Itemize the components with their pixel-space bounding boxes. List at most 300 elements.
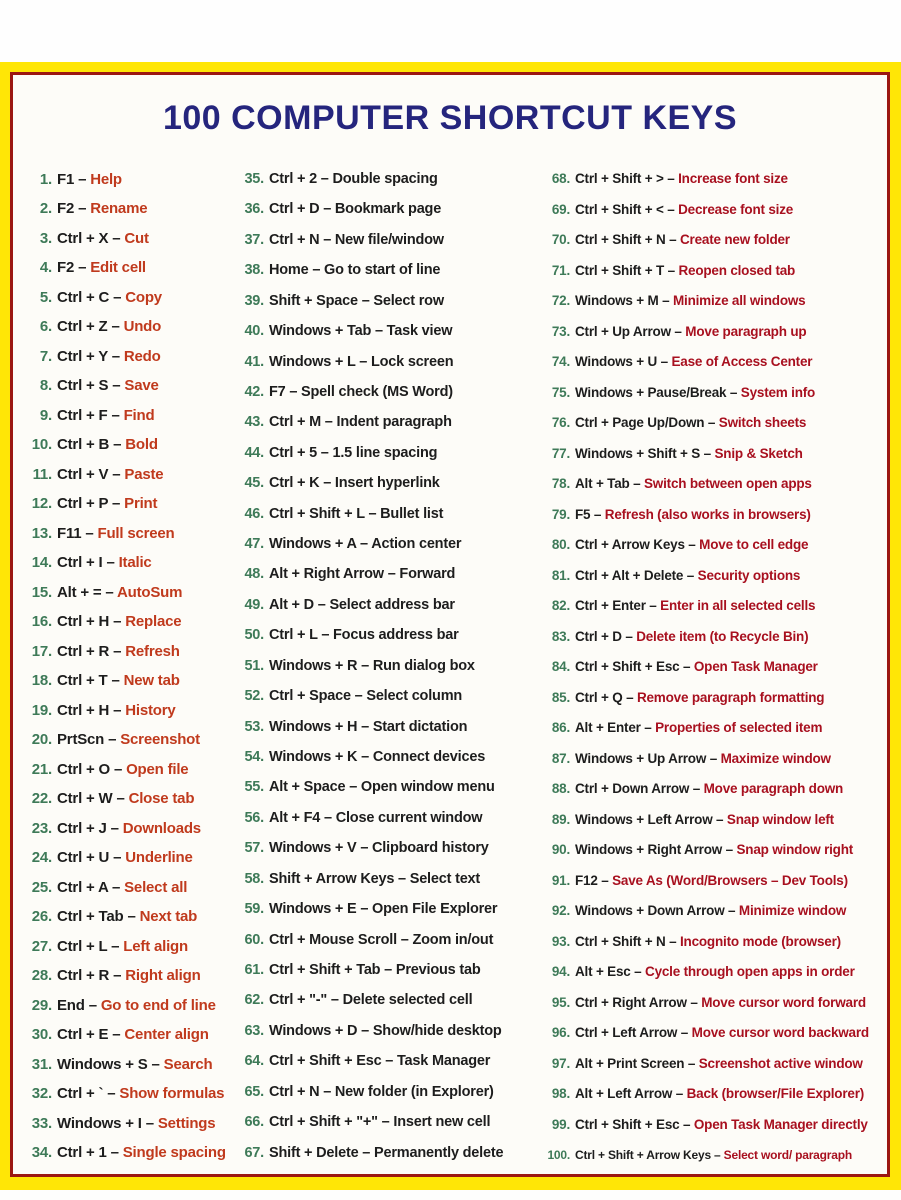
- item-number: 92.: [551, 903, 570, 919]
- item-description: Show/hide desktop: [372, 1022, 502, 1039]
- shortcut-item: [240, 779, 542, 796]
- item-keys: Shift + Space –: [269, 292, 374, 309]
- shortcut-item: [28, 584, 240, 602]
- shortcut-item: [542, 659, 881, 675]
- item-description: Action center: [371, 536, 462, 553]
- item-number: 10.: [31, 436, 52, 454]
- item-keys: Ctrl + B –: [57, 436, 126, 454]
- item-number: 73.: [551, 323, 570, 339]
- shortcut-item: [240, 1053, 542, 1070]
- item-number: 26.: [31, 908, 52, 926]
- item-description: Settings: [157, 1114, 216, 1132]
- shortcut-item: [542, 507, 881, 523]
- item-keys: Windows + L –: [269, 353, 371, 370]
- item-number: 45.: [244, 475, 264, 492]
- shortcut-item: [542, 903, 881, 919]
- item-keys: Ctrl + Shift + < –: [575, 201, 679, 217]
- item-keys: Shift + Delete –: [269, 1144, 374, 1161]
- item-number: 53.: [244, 718, 264, 735]
- item-description: Full screen: [97, 524, 175, 542]
- item-number: 36.: [244, 201, 264, 218]
- item-number: 7.: [39, 347, 52, 365]
- item-description: Copy: [125, 288, 162, 306]
- shortcut-item: [542, 1025, 881, 1041]
- item-description: Reopen closed tab: [678, 262, 796, 278]
- item-description: Paste: [124, 465, 164, 483]
- item-keys: Ctrl + Arrow Keys –: [575, 537, 700, 553]
- item-keys: Ctrl + K –: [269, 475, 335, 492]
- shortcut-item: [28, 554, 240, 572]
- item-keys: Windows + Pause/Break –: [575, 384, 741, 400]
- item-keys: Ctrl + 1 –: [57, 1143, 123, 1161]
- item-keys: Ctrl + S –: [57, 377, 125, 395]
- item-description: Maximize window: [720, 750, 831, 766]
- item-number: 44.: [244, 444, 264, 461]
- item-description: Clipboard history: [372, 840, 489, 857]
- shortcut-item: [240, 201, 542, 218]
- item-number: 80.: [551, 537, 570, 553]
- shortcut-item: [28, 938, 240, 956]
- item-keys: Ctrl + Shift + "+" –: [269, 1114, 394, 1131]
- item-number: 54.: [244, 749, 264, 766]
- item-description: Next tab: [139, 908, 198, 926]
- shortcut-item: [240, 1114, 542, 1131]
- item-number: 65.: [244, 1083, 264, 1100]
- shortcut-item: [542, 690, 881, 706]
- shortcut-item: [28, 849, 240, 867]
- shortcut-item: [542, 1056, 881, 1072]
- shortcut-item: [28, 643, 240, 661]
- item-description: Decrease font size: [678, 201, 794, 217]
- item-number: 74.: [551, 354, 570, 370]
- item-description: Select text: [409, 870, 481, 887]
- item-number: 39.: [244, 292, 264, 309]
- item-keys: F2 –: [57, 259, 91, 277]
- item-number: 43.: [244, 414, 264, 431]
- poster-title: 100 COMPUTER SHORTCUT KEYS: [162, 99, 738, 137]
- item-keys: Ctrl + D –: [575, 628, 637, 644]
- shortcut-item: [240, 475, 542, 492]
- item-keys: Alt + Left Arrow –: [575, 1086, 687, 1102]
- item-description: Zoom in/out: [412, 931, 494, 948]
- item-keys: Ctrl + Q –: [575, 689, 637, 705]
- item-description: Security options: [697, 567, 801, 583]
- shortcut-item: [240, 506, 542, 523]
- item-keys: Windows + Tab –: [269, 323, 387, 340]
- item-number: 91.: [551, 872, 570, 888]
- item-description: Double spacing: [332, 171, 438, 187]
- shortcut-item: [542, 1117, 881, 1133]
- item-number: 50.: [244, 627, 264, 644]
- item-number: 18.: [31, 672, 52, 690]
- item-number: 52.: [244, 688, 264, 705]
- shortcut-item: [542, 263, 881, 279]
- item-keys: Ctrl + X –: [57, 229, 125, 247]
- item-description: Find: [123, 406, 155, 424]
- item-description: Underline: [125, 849, 193, 867]
- item-keys: Ctrl + O –: [57, 760, 127, 778]
- shortcut-item: [240, 871, 542, 888]
- shortcut-item: [28, 702, 240, 720]
- item-keys: Windows + Up Arrow –: [575, 750, 721, 766]
- item-description: Task Manager: [396, 1053, 491, 1070]
- item-description: Start dictation: [372, 718, 468, 735]
- item-description: Back (browser/File Explorer): [686, 1086, 865, 1102]
- item-number: 6.: [39, 318, 52, 336]
- item-keys: Ctrl + J –: [57, 819, 123, 837]
- item-description: Connect devices: [372, 749, 486, 766]
- item-keys: Ctrl + U –: [57, 849, 126, 867]
- item-description: Go to end of line: [100, 996, 216, 1014]
- item-keys: Alt + Esc –: [575, 964, 646, 980]
- shortcut-item: [28, 997, 240, 1015]
- item-description: Edit cell: [90, 259, 146, 277]
- item-description: Increase font size: [678, 171, 788, 186]
- item-number: 90.: [551, 842, 570, 858]
- shortcut-item: [542, 720, 881, 736]
- shortcut-item: [542, 568, 881, 584]
- item-number: 23.: [31, 819, 52, 837]
- shortcut-item: [542, 995, 881, 1011]
- shortcut-item: [542, 873, 881, 889]
- item-keys: PrtScn –: [57, 731, 121, 749]
- shortcut-item: [240, 962, 542, 979]
- item-number: 14.: [31, 554, 52, 572]
- item-keys: Ctrl + Page Up/Down –: [575, 415, 719, 431]
- item-keys: Ctrl + V –: [57, 465, 125, 483]
- item-description: AutoSum: [116, 583, 183, 601]
- item-description: Downloads: [122, 819, 201, 837]
- item-number: 93.: [551, 933, 570, 949]
- item-keys: Alt + Print Screen –: [575, 1055, 699, 1071]
- item-number: 98.: [551, 1086, 570, 1102]
- item-keys: Ctrl + Shift + Esc –: [575, 659, 694, 675]
- item-description: Replace: [125, 613, 182, 631]
- item-keys: Windows + K –: [269, 749, 373, 766]
- item-number: 2.: [39, 200, 52, 218]
- item-keys: Windows + Right Arrow –: [575, 842, 737, 858]
- item-keys: Ctrl + H –: [57, 613, 126, 631]
- item-keys: Ctrl + Shift + Esc –: [575, 1116, 694, 1132]
- item-number: 49.: [244, 596, 264, 613]
- item-description: Select row: [373, 292, 444, 309]
- item-description: Minimize all windows: [672, 293, 806, 309]
- shortcut-item: [240, 749, 542, 766]
- item-number: 46.: [244, 505, 264, 522]
- item-description: Enter in all selected cells: [660, 598, 816, 614]
- item-keys: Windows + I –: [57, 1114, 158, 1132]
- item-keys: Ctrl + Shift + Esc –: [269, 1053, 397, 1070]
- item-number: 95.: [551, 994, 570, 1010]
- item-keys: Ctrl + N –: [269, 1083, 335, 1100]
- item-number: 88.: [551, 781, 570, 797]
- item-description: Previous tab: [395, 961, 481, 978]
- shortcut-item: [28, 1144, 240, 1162]
- item-description: Cut: [124, 229, 149, 247]
- shortcut-item: [240, 445, 542, 462]
- item-keys: Windows + V –: [269, 840, 373, 857]
- item-description: System info: [740, 384, 816, 400]
- item-number: 9.: [39, 406, 52, 424]
- item-keys: Windows + A –: [269, 536, 372, 553]
- shortcut-item: [240, 293, 542, 310]
- shortcut-item: [542, 324, 881, 340]
- item-description: Open Task Manager: [693, 659, 818, 675]
- item-keys: Ctrl + Left Arrow –: [575, 1025, 692, 1041]
- item-keys: Ctrl + N –: [269, 231, 335, 248]
- item-description: Open File Explorer: [372, 901, 498, 918]
- shortcut-item: [28, 672, 240, 690]
- item-keys: Ctrl + Shift + Arrow Keys –: [575, 1147, 724, 1162]
- shortcut-column-3: [542, 171, 881, 1162]
- item-number: 100.: [547, 1147, 570, 1162]
- item-number: 76.: [551, 415, 570, 431]
- item-number: 29.: [31, 996, 52, 1014]
- item-description: Insert hyperlink: [334, 475, 440, 492]
- item-description: Bookmark page: [334, 201, 442, 218]
- item-number: 19.: [31, 701, 52, 719]
- item-number: 27.: [31, 937, 52, 955]
- item-number: 58.: [244, 870, 264, 887]
- item-keys: Windows + S –: [57, 1055, 164, 1073]
- shortcut-item: [28, 289, 240, 307]
- item-keys: Ctrl + W –: [57, 790, 129, 808]
- shortcut-item: [28, 200, 240, 218]
- item-number: 17.: [31, 642, 52, 660]
- shortcut-item: [542, 1086, 881, 1102]
- item-description: Go to start of line: [324, 262, 441, 279]
- shortcut-item: [240, 536, 542, 553]
- item-number: 16.: [31, 613, 52, 631]
- item-number: 75.: [551, 384, 570, 400]
- item-description: Refresh (also works in browsers): [604, 506, 811, 522]
- item-description: Forward: [399, 566, 456, 583]
- item-keys: Ctrl + Space –: [269, 688, 367, 705]
- item-keys: Alt + Enter –: [575, 720, 656, 736]
- item-number: 13.: [31, 524, 52, 542]
- shortcut-item: [542, 354, 881, 370]
- item-keys: Windows + D –: [269, 1022, 373, 1039]
- item-number: 71.: [551, 262, 570, 278]
- item-number: 77.: [551, 445, 570, 461]
- item-description: Ease of Access Center: [671, 354, 813, 370]
- item-description: Open Task Manager directly: [693, 1116, 868, 1132]
- item-keys: Ctrl + ` –: [57, 1085, 120, 1103]
- item-description: Create new folder: [679, 232, 790, 248]
- item-number: 37.: [244, 231, 264, 248]
- item-number: 40.: [244, 323, 264, 340]
- item-description: Redo: [123, 347, 161, 365]
- item-number: 97.: [551, 1055, 570, 1071]
- item-keys: F11 –: [57, 524, 98, 542]
- item-description: Italic: [118, 554, 152, 572]
- item-keys: F12 –: [575, 872, 613, 888]
- item-keys: Ctrl + Shift + L –: [269, 505, 381, 522]
- item-keys: Windows + E –: [269, 901, 373, 918]
- item-keys: Ctrl + Alt + Delete –: [575, 567, 698, 583]
- item-number: 20.: [31, 731, 52, 749]
- shortcut-item: [28, 908, 240, 926]
- item-number: 32.: [31, 1085, 52, 1103]
- item-keys: Ctrl + Shift + Tab –: [269, 961, 396, 978]
- item-description: New folder (in Explorer): [334, 1083, 494, 1100]
- shortcut-item: [28, 348, 240, 366]
- item-number: 34.: [31, 1143, 52, 1161]
- item-description: Undo: [123, 318, 162, 336]
- shortcut-item: [28, 879, 240, 897]
- shortcut-item: [542, 537, 881, 553]
- item-description: Indent paragraph: [336, 414, 452, 431]
- item-keys: Ctrl + C –: [57, 288, 126, 306]
- shortcut-item: [240, 354, 542, 371]
- item-keys: Ctrl + Enter –: [575, 598, 661, 614]
- item-number: 63.: [244, 1022, 264, 1039]
- shortcut-item: [28, 318, 240, 336]
- item-keys: Home –: [269, 262, 325, 279]
- item-number: 59.: [244, 901, 264, 918]
- item-number: 83.: [551, 628, 570, 644]
- item-description: Screenshot: [120, 731, 200, 749]
- item-description: Incognito mode (browser): [679, 933, 841, 949]
- item-number: 68.: [551, 171, 570, 186]
- item-number: 72.: [551, 293, 570, 309]
- item-keys: Ctrl + L –: [269, 627, 334, 644]
- item-description: Close tab: [128, 790, 195, 808]
- shortcut-item: [240, 1084, 542, 1101]
- item-keys: Ctrl + H –: [57, 701, 126, 719]
- item-number: 64.: [244, 1053, 264, 1070]
- item-keys: Ctrl + 5 –: [269, 444, 333, 461]
- shortcut-item: [240, 566, 542, 583]
- item-number: 35.: [244, 171, 264, 187]
- item-description: Cycle through open apps in order: [645, 964, 855, 980]
- item-description: Focus address bar: [333, 627, 459, 644]
- shortcut-item: [28, 466, 240, 484]
- item-description: Close current window: [335, 809, 483, 826]
- item-keys: Ctrl + Down Arrow –: [575, 781, 704, 797]
- item-keys: Ctrl + D –: [269, 201, 335, 218]
- item-number: 56.: [244, 809, 264, 826]
- item-description: Minimize window: [738, 903, 847, 919]
- shortcut-item: [542, 934, 881, 950]
- item-description: Permanently delete: [373, 1144, 504, 1161]
- item-description: Spell check (MS Word): [301, 383, 453, 400]
- shortcut-item: [240, 262, 542, 279]
- shortcut-item: [542, 598, 881, 614]
- shortcut-item: [240, 232, 542, 249]
- item-number: 33.: [31, 1114, 52, 1132]
- item-description: Properties of selected item: [655, 720, 823, 736]
- shortcut-item: [542, 1148, 881, 1162]
- item-number: 84.: [551, 659, 570, 675]
- item-number: 99.: [551, 1116, 570, 1132]
- item-keys: Alt + D –: [269, 596, 330, 613]
- item-description: Save: [124, 377, 159, 395]
- item-description: Run dialog box: [372, 657, 475, 674]
- item-number: 82.: [551, 598, 570, 614]
- shortcut-item: [542, 293, 881, 309]
- item-keys: Windows + M –: [575, 293, 673, 309]
- shortcut-item: [240, 414, 542, 431]
- shortcut-item: [240, 992, 542, 1009]
- item-description: Select column: [366, 688, 463, 705]
- item-description: Select all: [124, 878, 188, 896]
- item-number: 4.: [39, 259, 52, 277]
- item-number: 47.: [244, 536, 264, 553]
- item-keys: Ctrl + Shift + N –: [575, 933, 680, 949]
- item-keys: Ctrl + F –: [57, 406, 124, 424]
- item-description: Snap window right: [736, 842, 854, 858]
- shortcut-item: [28, 1056, 240, 1074]
- item-keys: F1 –: [57, 171, 91, 188]
- item-keys: Ctrl + L –: [57, 937, 124, 955]
- shortcut-item: [542, 751, 881, 767]
- item-number: 96.: [551, 1025, 570, 1041]
- shortcut-item: [28, 731, 240, 749]
- item-keys: End –: [57, 996, 101, 1014]
- item-keys: Alt + = –: [57, 583, 117, 601]
- item-number: 78.: [551, 476, 570, 492]
- item-number: 38.: [244, 262, 264, 279]
- shortcut-item: [240, 1145, 542, 1162]
- shortcut-item: [28, 820, 240, 838]
- shortcut-item: [542, 446, 881, 462]
- item-description: Move to cell edge: [699, 537, 809, 553]
- shortcut-item: [542, 842, 881, 858]
- shortcut-item: [28, 1026, 240, 1044]
- item-number: 55.: [244, 779, 264, 796]
- item-keys: Ctrl + Tab –: [57, 908, 140, 926]
- item-description: Remove paragraph formatting: [636, 689, 825, 705]
- item-number: 22.: [31, 790, 52, 808]
- item-keys: Windows + Down Arrow –: [575, 903, 739, 919]
- item-description: New tab: [123, 672, 180, 690]
- item-keys: Ctrl + R –: [57, 642, 126, 660]
- item-number: 11.: [32, 465, 52, 483]
- poster-panel: [10, 72, 890, 1177]
- item-number: 69.: [551, 201, 570, 217]
- item-number: 48.: [244, 566, 264, 583]
- shortcut-item: [240, 323, 542, 340]
- item-keys: Windows + U –: [575, 354, 672, 370]
- item-number: 24.: [31, 849, 52, 867]
- item-number: 70.: [551, 232, 570, 248]
- item-description: Save As (Word/Browsers – Dev Tools): [612, 872, 848, 888]
- item-keys: Ctrl + Z –: [57, 318, 124, 336]
- item-description: Search: [163, 1055, 213, 1073]
- item-description: Switch sheets: [718, 415, 807, 431]
- poster-frame: [0, 62, 901, 1190]
- shortcut-item: [542, 476, 881, 492]
- shortcut-item: [542, 964, 881, 980]
- item-description: Move paragraph up: [685, 323, 807, 339]
- shortcut-item: [28, 613, 240, 631]
- item-keys: F5 –: [575, 506, 605, 522]
- shortcut-item: [28, 407, 240, 425]
- item-number: 30.: [31, 1026, 52, 1044]
- shortcut-item: [542, 232, 881, 248]
- item-description: Select address bar: [329, 596, 455, 613]
- item-keys: Alt + Tab –: [575, 476, 644, 492]
- item-number: 31.: [31, 1055, 52, 1073]
- shortcut-item: [28, 967, 240, 985]
- shortcut-item: [28, 495, 240, 513]
- item-description: Bullet list: [380, 505, 444, 522]
- item-keys: Ctrl + Up Arrow –: [575, 323, 686, 339]
- item-keys: Ctrl + R –: [57, 967, 126, 985]
- item-keys: F2 –: [57, 200, 91, 218]
- shortcut-item: [240, 658, 542, 675]
